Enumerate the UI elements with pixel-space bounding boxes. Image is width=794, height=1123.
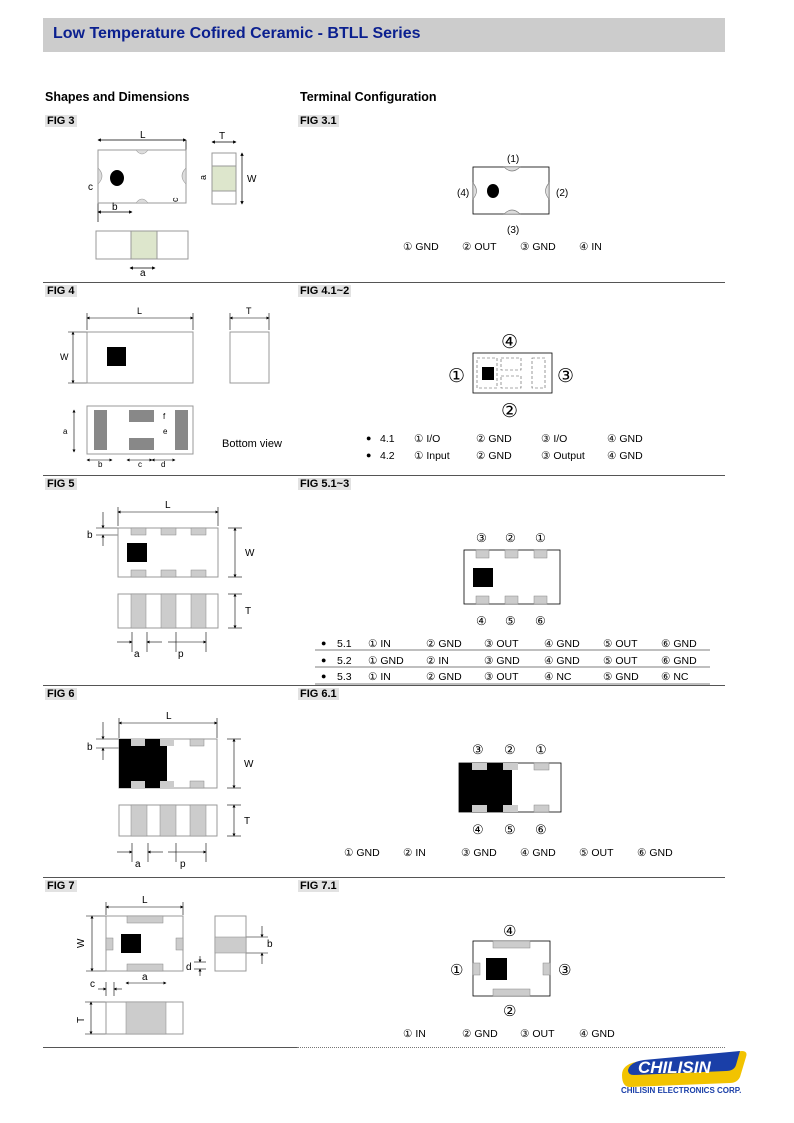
dim-L: L <box>166 711 172 722</box>
dim-a: a <box>140 268 146 279</box>
fig61-label: FIG 6.1 <box>300 688 337 700</box>
fig412-pin-3: ③ <box>557 366 575 387</box>
fig513-pin-2: ② <box>505 531 516 545</box>
dim-b: b <box>98 460 103 469</box>
fig71-pin-3: ③ <box>558 962 572 979</box>
dim-W: W <box>60 352 69 362</box>
fig412-pin-1: ① <box>448 366 466 387</box>
dim-T: T <box>76 1016 87 1023</box>
dim-f: f <box>163 412 166 421</box>
logo-wordmark: CHILISIN <box>638 1058 711 1077</box>
dim-W: W <box>247 174 257 185</box>
fig31-pin-3: (3) <box>507 225 520 236</box>
dim-a: a <box>134 649 140 660</box>
legend-item: ② OUT <box>462 241 497 253</box>
fig61-pin-5: ⑤ <box>504 822 516 837</box>
legend-item: ⑤ OUT <box>579 847 614 859</box>
fig3-label: FIG 3 <box>47 115 75 127</box>
fig513-pin-6: ⑥ <box>535 614 546 628</box>
section-terminal-config: Terminal Configuration <box>300 90 437 104</box>
dim-c: c <box>90 979 95 990</box>
legend-item: ② GND <box>462 1028 498 1040</box>
company-name: CHILISIN ELECTRONICS CORP. <box>621 1086 742 1095</box>
dim-a: a <box>142 972 148 983</box>
fig71-label: FIG 7.1 <box>300 880 337 892</box>
fig31-pin-4: (4) <box>457 188 470 199</box>
bottom-view-label: Bottom view <box>222 438 282 450</box>
fig6-label: FIG 6 <box>47 688 75 700</box>
legend-item: ② IN <box>403 847 426 859</box>
fig513-label: FIG 5.1~3 <box>300 478 350 490</box>
fig71-pin-2: ② <box>503 1003 517 1020</box>
fig412-pin-2: ② <box>501 401 519 422</box>
fig4-label: FIG 4 <box>47 285 75 297</box>
section-shapes-dimensions: Shapes and Dimensions <box>45 90 190 104</box>
dim-b: b <box>87 530 93 541</box>
dim-a: a <box>63 427 68 436</box>
dim-p: p <box>178 649 184 660</box>
dim-c: c <box>88 182 93 193</box>
dim-T: T <box>244 816 251 827</box>
legend-item: ④ GND <box>520 847 556 859</box>
dim-d: d <box>186 962 192 973</box>
page-title: Low Temperature Cofired Ceramic - BTLL Series <box>53 25 421 42</box>
dim-T: T <box>245 606 252 617</box>
legend-item: ③ GND <box>520 241 556 253</box>
dim-L: L <box>142 895 148 906</box>
fig513-pin-3: ③ <box>476 531 487 545</box>
dim-a: a <box>135 859 141 870</box>
fig61-pin-6: ⑥ <box>535 822 547 837</box>
fig513-pin-5: ⑤ <box>505 614 516 628</box>
legend-item: ① IN <box>403 1028 426 1040</box>
fig61-pin-3: ③ <box>472 742 484 757</box>
dim-b: b <box>112 202 118 213</box>
fig513-pin-4: ④ <box>476 614 487 628</box>
dim-d: d <box>161 460 166 469</box>
dim-L: L <box>140 130 146 141</box>
fig61-pin-4: ④ <box>472 822 484 837</box>
dim-W: W <box>245 548 255 559</box>
dim-c: c <box>138 460 142 469</box>
legend-item: ③ OUT <box>520 1028 555 1040</box>
fig71-pin-4: ④ <box>503 923 517 940</box>
dim-c: c <box>170 197 180 202</box>
dim-p: p <box>180 859 186 870</box>
fig61-pin-2: ② <box>504 742 516 757</box>
dim-T: T <box>219 131 226 142</box>
fig31-pin-2: (2) <box>556 188 569 199</box>
fig412-label: FIG 4.1~2 <box>300 285 350 297</box>
dim-L: L <box>165 500 171 511</box>
fig513-pin-1: ① <box>535 531 546 545</box>
legend-item: ⑥ GND <box>637 847 673 859</box>
fig31-label: FIG 3.1 <box>300 115 337 127</box>
fig61-pin-1: ① <box>535 742 547 757</box>
fig31-pin-1: (1) <box>507 154 520 165</box>
legend-item: ① GND <box>403 241 439 253</box>
legend-item: ④ GND <box>579 1028 615 1040</box>
fig412-pin-4: ④ <box>501 332 519 353</box>
dim-L: L <box>137 306 143 316</box>
legend-item: ④ IN <box>579 241 602 253</box>
legend-item: ① GND <box>344 847 380 859</box>
dim-W: W <box>76 938 87 948</box>
dim-b: b <box>267 939 273 950</box>
dim-e: e <box>163 427 168 436</box>
dim-W: W <box>244 759 254 770</box>
dim-a: a <box>198 174 208 180</box>
fig7-label: FIG 7 <box>47 880 75 892</box>
dim-T: T <box>246 306 252 316</box>
legend-item: ③ GND <box>461 847 497 859</box>
fig5-label: FIG 5 <box>47 478 75 490</box>
fig71-pin-1: ① <box>450 962 464 979</box>
dim-b: b <box>87 742 93 753</box>
